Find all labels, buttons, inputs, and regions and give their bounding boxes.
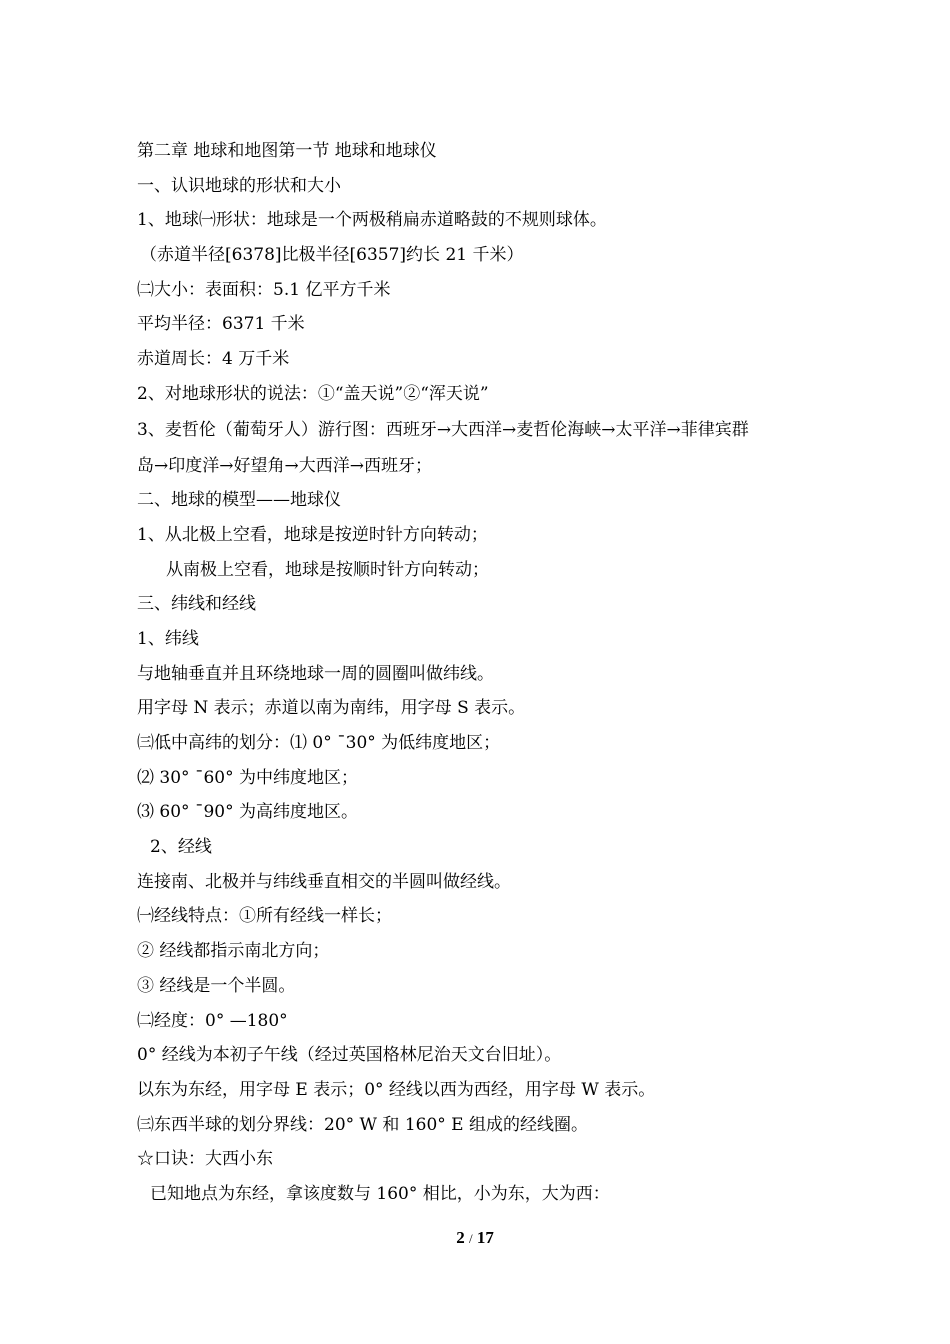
text-line: 2、对地球形状的说法：①“盖天说”②“浑天说” — [137, 383, 489, 404]
text-line: 第二章 地球和地图第一节 地球和地球仪 — [137, 141, 437, 161]
text-line: ② 经线都指示南北方向； — [137, 941, 330, 962]
text-line: ㈢东西半球的划分界线：20° W 和 160° E 组成的经线圈。 — [137, 1114, 588, 1135]
text-line: ⑶ 60° ¯90° 为高纬度地区。 — [137, 802, 358, 823]
text-line: ㈡经度：0° —180° — [137, 1010, 288, 1031]
text-line: 与地轴垂直并且环绕地球一周的圆圈叫做纬线。 — [137, 663, 494, 684]
text-line: 3、麦哲伦（葡萄牙人）游行图：西班牙→大西洋→麦哲伦海峡→太平洋→菲律宾群 — [137, 419, 749, 440]
page-number — [0, 1226, 950, 1251]
text-line: 1、从北极上空看，地球是按逆时针方向转动； — [137, 524, 488, 545]
text-line: 从南极上空看，地球是按顺时针方向转动； — [166, 559, 489, 580]
text-line: 二、地球的模型——地球仪 — [137, 490, 341, 511]
text-line: 0° 经线为本初子午线（经过英国格林尼治天文台旧址）。 — [137, 1045, 562, 1066]
text-line: 岛→印度洋→好望角→大西洋→西班牙； — [137, 455, 432, 476]
current-page-number: 2 — [456, 1228, 465, 1247]
document-body — [137, 134, 837, 1212]
text-line: 赤道周长：4 万千米 — [137, 349, 290, 370]
text-line: 已知地点为东经，拿该度数与 160° 相比，小为东，大为西： — [150, 1183, 610, 1204]
text-line: 一、认识地球的形状和大小 — [137, 175, 341, 196]
text-line: 连接南、北极并与纬线垂直相交的半圆叫做经线。 — [137, 871, 511, 892]
text-line: ☆口诀：大西小东 — [137, 1149, 273, 1170]
text-line: （赤道半径[6378]比极半径[6357]约长 21 千米） — [140, 245, 524, 266]
text-line: 以东为东经，用字母 E 表示；0° 经线以西为西经，用字母 W 表示。 — [137, 1079, 656, 1100]
text-line: 2、经线 — [150, 837, 212, 858]
text-line: 三、纬线和经线 — [137, 594, 256, 615]
text-line: ⑵ 30° ¯60° 为中纬度地区； — [137, 767, 358, 788]
page-separator: / — [468, 1231, 473, 1246]
text-line: ㈢低中高纬的划分：⑴ 0° ¯30° 为低纬度地区； — [137, 733, 501, 753]
text-line: 1、纬线 — [137, 628, 199, 649]
text-line: ③ 经线是一个半圆。 — [137, 975, 296, 996]
text-line: ㈠经线特点：①所有经线一样长； — [137, 906, 392, 927]
text-line: ㈡大小：表面积：5.1 亿平方千米 — [137, 279, 391, 300]
total-pages-number: 17 — [476, 1228, 494, 1247]
text-line: 用字母 N 表示；赤道以南为南纬，用字母 S 表示。 — [137, 698, 526, 719]
text-line: 1、地球㈠形状：地球是一个两极稍扁赤道略鼓的不规则球体。 — [137, 210, 607, 231]
text-line: 平均半径：6371 千米 — [137, 314, 305, 335]
